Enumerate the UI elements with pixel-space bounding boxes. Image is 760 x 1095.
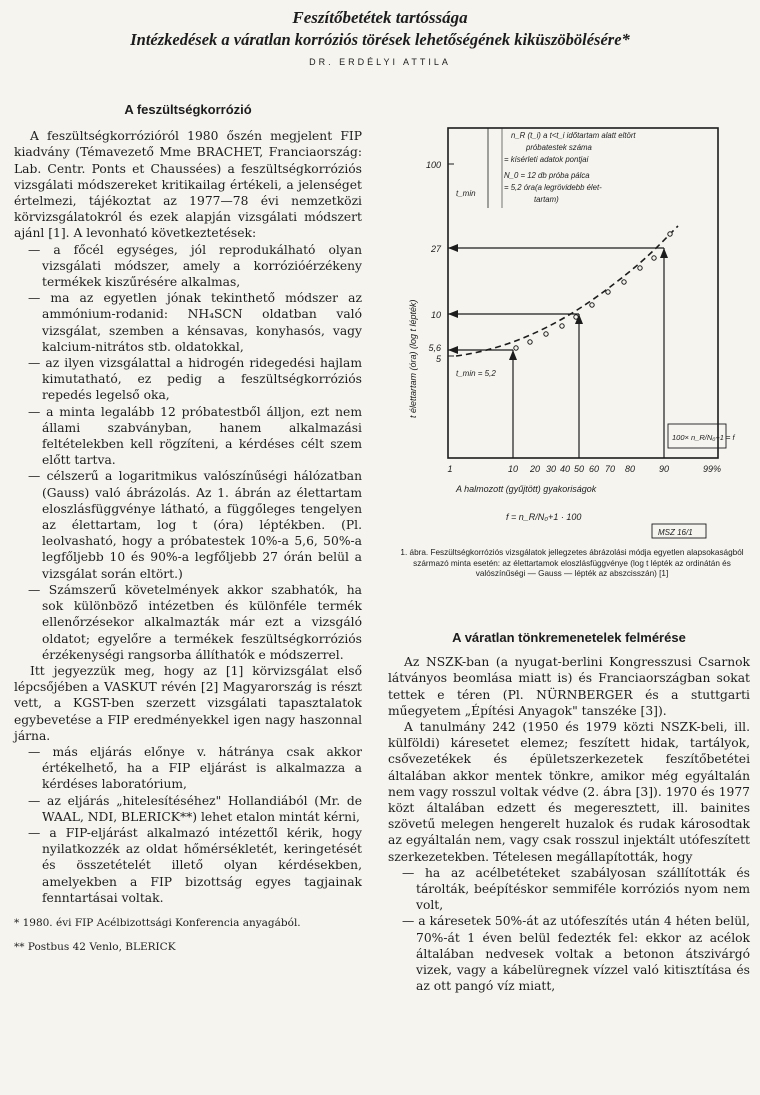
legend-line: n_R (t_i) a t<t_i időtartam alatt eltört <box>511 131 636 140</box>
left-column <box>14 92 362 954</box>
y-tick: 10 <box>430 310 441 320</box>
x-tick: 90 <box>658 464 670 474</box>
x-axis-label: A halmozott (gyűjtött) gyakoriságok <box>456 484 597 494</box>
x-tick: 30 <box>545 464 557 474</box>
list-item: — más eljárás előnye v. hátránya csak akkor értékelhető, ha a FIP eljárást is alkalmazza a kérdéses laboratórium, <box>28 744 362 792</box>
list-item: — a főcél egységes, jól reprodukálható olyan vizsgálati módszer, amely a korrózióérzékeny termékek kiszűrésére alkalmas, <box>28 242 362 290</box>
author-line: DR. ERDÉLYI ATTILA <box>309 57 451 67</box>
lifetime-distribution-figure <box>396 98 746 543</box>
figure-caption: 1. ábra. Feszültségkorróziós vizsgálatok jellegzetes ábrázolási módja egyetlen alapsokaságból származó minta esetén: az élettartamok eloszlásfüggvénye (log t lépték az ordinátán és valószínűségi — Gauss — lépték az abszcisszán) [1] <box>400 548 744 578</box>
list-item: — Számszerű követelmények akkor szabhatók, ha sok különböző intézetben és különféle termék ellenőrzésekor alkalmazták már ezt a vizsgáló oldatot; egyelőre a termékek feszültségkorróziós érzékenységi rangsorba állíthatók e módszerrel. <box>28 582 362 662</box>
y-tick: 27 <box>430 244 441 254</box>
x-tick: 50 <box>573 464 585 474</box>
list-item: — a FIP-eljárást alkalmazó intézettől kérik, hogy nyilatkozzék az oldat hőmérsékletét, keringetését és összetételét illető olyan kérdésekben, amelyekben a FIP bizottság egyes tagjainak fenntartásai voltak. <box>28 825 362 905</box>
y-tick: 5 <box>435 354 441 364</box>
footnote: * 1980. évi FIP Acélbizottsági Konferencia anyagából. <box>14 916 301 929</box>
formula-box: 100× n_R/N₀+1 = f <box>672 433 735 442</box>
footnote: ** Postbus 42 Venlo, BLERICK <box>14 940 176 953</box>
x-tick: 40 <box>559 464 571 474</box>
legend-line: tartam) <box>534 195 559 204</box>
list-item: — az eljárás „hitelesítéséhez" Hollandiából (Mr. de WAAL, NDI, BLERICK**) lehet etalon mintát kérni, <box>28 793 362 824</box>
paragraph: Az NSZK-ban (a nyugat-berlini Kongresszusi Csarnok látványos beomlása miatt is) és Franciaországban sokat tettek e téren (Pl. NÜRNBERGER és a stuttgarti műegyetem „Építési Anyagok" tanszéke [3]). <box>388 655 750 718</box>
paragraph: A tanulmány 242 (1950 és 1979 közti NSZK-beli, ill. külföldi) káresetet elemez; feszített hidak, tartályok, csővezetékek és épületszerkezetek feszítőbetétei általában akkor mentek tönkre, amikor még egyáltalán nem vagy rosszul voltak védve (2. ábra [3]). 1970 és 1977 közt általában edzett és megeresztett, ill. bainites szövetű melegen hengerelt huzalok és rudak károsodtak az egyáltalán nem, vagy csak rosszul injektált utófeszített szerkezetekben. Tételesen megállapították, hogy <box>388 720 750 864</box>
x-tick: 60 <box>588 464 600 474</box>
paragraph: A feszültségkorrózióról 1980 őszén megjelent FIP kiadvány (Témavezető Mme BRACHET, Franciaország: Lab. Centr. Ponts et Chaussées) a feszültségkorróziós vizsgálati módszereket kritikailag értékeli, a jelenséget értelmezi, tájékoztat az 1977—78 évi nemzetközi körvizsgálatokról és ezek alapján vizsgálati módszert ajánl [1]. A levonható következtetések: <box>14 129 362 241</box>
article-title: Feszítőbetétek tartóssága <box>292 8 468 27</box>
list-item: — célszerű a logaritmikus valószínűségi hálózatban (Gauss) való ábrázolás. Az 1. ábrán az élettartam eloszlásfüggvénye látható, a függőleges tengelyen az élettartam, log t (óra) léptékben. (Pl. leolvasható, hogy a próbatestek 10%-a 5,6, 50%-a legfőljebb 10 és 90%-a legfőljebb 27 órán belül a vizsgálat során eltört.) <box>28 469 362 581</box>
tmin-label: t_min <box>456 189 476 198</box>
legend-line: = 5,2 óra(a legrövidebb élet- <box>504 183 602 192</box>
y-tick: 5,6 <box>428 343 441 353</box>
x-tick: 20 <box>529 464 541 474</box>
x-tick: 70 <box>604 464 616 474</box>
x-tick: 1 <box>447 464 453 474</box>
fitted-curve <box>456 226 678 356</box>
x-tick: 80 <box>624 464 636 474</box>
article-subtitle: Intézkedések a váratlan korróziós törések lehetőségének kiküszöbölésére* <box>130 30 630 49</box>
section-heading-failures: A váratlan tönkremenetelek felmérése <box>452 630 686 645</box>
list-item: — ma az egyetlen jónak tekinthető módszer az ammónium-rodanid: NH₄SCN oldatban való vizsgálat, szemben a kénsavas, konyhasós, vagy kalcium-nitrátos stb. oldatokkal, <box>28 291 362 354</box>
x-formula: f = n_R/N₀+1 · 100 <box>506 512 582 522</box>
legend-line: = kísérleti adatok pontjai <box>504 155 589 164</box>
legend-line: N_0 = 12 db próba pálca <box>504 171 590 180</box>
y-tick: 100 <box>425 160 441 170</box>
legend-line: próbatestek száma <box>526 143 592 152</box>
list-item: — a minta legalább 12 próbatestből álljon, ezt nem állami szabványban, hanem alkalmazási feltételekben kell rögzíteni, a kérdéses célt szem előtt tartva. <box>28 404 362 468</box>
paragraph: Itt jegyezzük meg, hogy az [1] körvizsgálat első lépcsőjében a VASKUT révén [2] Magyarország is részt vett, a KGST-ben szerzett vizsgálati tapasztalatok egybevetése a FIP eredményekkel igen nagy haszonnal járna. <box>14 663 362 743</box>
list-item: — az ilyen vizsgálattal a hidrogén ridegedési hajlam kimutatható, ez pedig a feszültségkorróziós repedés legelső oka, <box>28 356 362 403</box>
section-heading-stress-corrosion: A feszültségkorrózió <box>124 102 252 117</box>
list-item: — ha az acélbetéteket szabályosan szállították és tárolták, beépítéskor semmiféle korróziós nyom nem volt, <box>402 865 750 913</box>
x-tick: 10 <box>507 464 519 474</box>
standard-stamp: MSZ 16/1 <box>658 528 693 537</box>
y-axis-label: t élettartam (óra) (log t lépték) <box>408 299 418 418</box>
tmin-bottom-label: t_min = 5,2 <box>456 369 496 378</box>
x-tick: 99% <box>702 464 722 474</box>
right-column <box>388 630 750 994</box>
list-item: — a káresetek 50%-át az utófeszítés után 4 héten belül, 70%-át 1 éven belül fedezték fel: ekkor az acélok általában nedvesek voltak a betonon átszivárgó vizek, vagy a kábelüregnek vízzel való kitisztítása és az ott pangó víz miatt, <box>402 914 750 994</box>
